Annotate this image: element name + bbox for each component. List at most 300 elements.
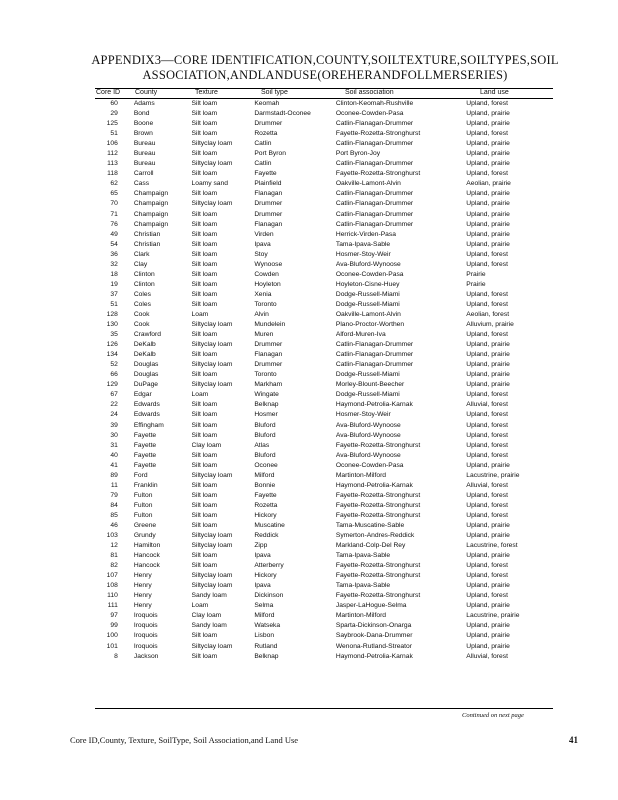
soil-association-cell: Dodge-Russell-Miami [335, 290, 400, 298]
soil-type-cell: Alvin [254, 310, 269, 318]
soil-association-cell: Markland-Colp-Del Rey [335, 542, 406, 550]
soil-type-cell: Muren [254, 331, 274, 339]
soil-type-cell: Drummer [254, 210, 283, 218]
texture-cell: Silt loam [191, 491, 218, 499]
table-row [95, 109, 553, 119]
county-cell: Fayette [133, 451, 157, 459]
core-id-cell: 60 [110, 100, 118, 107]
county-cell: Hancock [133, 562, 160, 570]
soil-association-cell: Ava-Bluford-Wynoose [335, 431, 401, 439]
table-row [95, 471, 553, 481]
table-row [95, 360, 553, 370]
soil-association-cell: Catlin-Flanagan-Drummer [335, 220, 414, 228]
land-use-cell: Upland, forest [466, 431, 508, 439]
county-cell: Fayette [133, 461, 157, 469]
table-row [95, 189, 553, 199]
land-use-cell: Upland, prairie [466, 160, 510, 168]
land-use-cell: Upland, forest [466, 331, 508, 339]
soil-type-cell: Rozetta [254, 501, 278, 509]
soil-type-cell: Hickory [254, 572, 277, 580]
land-use-cell: Upland, prairie [466, 632, 510, 640]
core-id-cell: 39 [110, 421, 118, 429]
land-use-cell: Upland, forest [466, 421, 508, 429]
footer-caption: Core ID,County, Texture, SoilType, Soil Association,and Land Use [70, 735, 299, 745]
texture-cell: Clay loam [191, 612, 222, 620]
county-cell: Fayette [133, 431, 157, 439]
core-id-cell: 37 [110, 290, 118, 298]
core-id-cell: 79 [110, 491, 118, 499]
land-use-cell: Upland, forest [466, 260, 508, 268]
soil-type-cell: Atlas [254, 441, 270, 449]
table-row [95, 491, 553, 501]
table-body [95, 99, 553, 662]
land-use-cell: Upland, prairie [466, 521, 510, 529]
soil-association-cell: Clinton-Keomah-Rushville [335, 100, 414, 107]
county-cell: Champaign [133, 210, 169, 218]
land-use-cell: Upland, forest [466, 592, 508, 600]
core-id-cell: 32 [110, 260, 118, 268]
county-cell: Iroquois [133, 642, 158, 650]
table-row [95, 129, 553, 139]
texture-cell: Silt loam [191, 552, 218, 560]
county-cell: Grundy [133, 532, 156, 540]
core-id-cell: 12 [110, 542, 118, 550]
table-row [95, 119, 553, 129]
county-cell: DeKalb [133, 351, 156, 359]
soil-type-cell: Drummer [254, 200, 283, 208]
core-id-cell: 112 [107, 150, 118, 158]
soil-association-cell: Tama-Ipava-Sable [335, 582, 391, 590]
soil-type-cell: Xenia [254, 290, 272, 298]
county-cell: Clinton [133, 280, 155, 288]
land-use-cell: Upland, forest [466, 250, 508, 258]
core-id-cell: 70 [110, 200, 118, 208]
core-id-cell: 126 [106, 341, 118, 349]
land-use-cell: Upland, prairie [466, 642, 510, 650]
table-row [95, 621, 553, 631]
county-cell: DuPage [133, 381, 159, 389]
core-id-cell: 29 [110, 110, 118, 118]
column-header-soil-type: Soil type [261, 89, 288, 96]
soil-association-cell: Saybrook-Dana-Drummer [335, 632, 413, 640]
soil-association-cell: Fayette-Rozetta-Stronghurst [335, 130, 421, 138]
county-cell: Boone [133, 120, 154, 128]
soil-association-cell: Hosmer-Stoy-Weir [335, 250, 391, 258]
county-cell: Brown [133, 130, 153, 138]
soil-association-cell: Catlin-Flanagan-Drummer [335, 140, 414, 148]
core-id-cell: 35 [110, 331, 118, 339]
core-id-cell: 66 [110, 371, 118, 379]
soil-association-cell: Oconee-Cowden-Pasa [335, 110, 404, 118]
soil-association-cell: Catlin-Flanagan-Drummer [335, 200, 414, 208]
land-use-cell: Upland, prairie [466, 230, 510, 238]
land-use-cell: Upland, forest [466, 441, 508, 449]
core-id-cell: 67 [110, 391, 118, 399]
table-row [95, 451, 553, 461]
soil-type-cell: Cowden [254, 270, 279, 278]
table-row [95, 159, 553, 169]
texture-cell: Silt loam [191, 210, 218, 218]
county-cell: Effingham [133, 421, 164, 429]
soil-type-cell: Belknap [254, 401, 279, 409]
soil-type-cell: Darmstadt-Oconee [254, 110, 311, 118]
county-cell: Iroquois [133, 612, 158, 620]
land-use-cell: Upland, forest [466, 391, 508, 399]
land-use-cell: Upland, prairie [466, 140, 510, 148]
soil-association-cell: Alford-Muren-Iva [335, 331, 386, 339]
texture-cell: Silt loam [191, 421, 218, 429]
core-id-cell: 81 [110, 552, 118, 560]
column-header-texture: Texture [195, 89, 218, 96]
land-use-cell: Upland, prairie [466, 150, 510, 158]
texture-cell: Silt loam [191, 220, 218, 228]
soil-type-cell: Toronto [254, 371, 277, 379]
table-row [95, 400, 553, 410]
county-cell: Henry [133, 572, 152, 580]
county-cell: Henry [133, 592, 152, 600]
table-row [95, 591, 553, 601]
county-cell: Ford [133, 471, 148, 479]
texture-cell: Silt loam [191, 170, 218, 178]
soil-association-cell: Oakville-Lamont-Alvin [335, 180, 401, 188]
core-id-cell: 118 [107, 170, 118, 178]
soil-association-cell: Martinton-Milford [335, 612, 387, 620]
soil-type-cell: Ipava [254, 582, 271, 590]
table-row [95, 340, 553, 350]
county-cell: Edwards [133, 401, 160, 409]
soil-association-cell: Dodge-Russell-Miami [335, 371, 400, 379]
table-row [95, 531, 553, 541]
core-id-cell: 128 [106, 310, 118, 318]
land-use-cell: Upland, prairie [466, 190, 510, 198]
soil-type-cell: Fayette [254, 170, 277, 178]
soil-type-cell: Watseka [254, 622, 281, 630]
soil-association-cell: Sparta-Dickinson-Onarga [335, 622, 412, 630]
soil-type-cell: Bluford [254, 451, 276, 459]
county-cell: Edgar [133, 391, 152, 399]
county-cell: Carroll [133, 170, 154, 178]
texture-cell: Silt loam [191, 280, 218, 288]
core-id-cell: 99 [110, 622, 118, 630]
table-row [95, 300, 553, 310]
soil-association-cell: Wenona-Rutland-Streator [335, 642, 412, 650]
texture-cell: Siltyclay loam [191, 471, 233, 479]
soil-association-cell: Oconee-Cowden-Pasa [335, 270, 404, 278]
core-id-cell: 125 [106, 120, 118, 128]
texture-cell: Silt loam [191, 401, 218, 409]
county-cell: Coles [133, 300, 151, 308]
core-id-cell: 18 [110, 270, 118, 278]
table-row [95, 601, 553, 611]
texture-cell: Silt loam [191, 270, 218, 278]
land-use-cell: Prairie [466, 270, 486, 278]
soil-type-cell: Keomah [254, 100, 280, 107]
table-row [95, 179, 553, 189]
county-cell: Crawford [133, 331, 161, 339]
soil-association-cell: Fayette-Rozetta-Stronghurst [335, 511, 421, 519]
soil-type-cell: Mundelein [254, 321, 286, 329]
table-row [95, 220, 553, 230]
texture-cell: Silt loam [191, 240, 218, 248]
land-use-cell: Alluvium, prairie [466, 321, 514, 329]
soil-type-cell: Lisbon [254, 632, 275, 640]
texture-cell: Silt loam [191, 190, 218, 198]
land-use-cell: Aeolian, prairie [466, 180, 511, 188]
land-use-cell: Upland, prairie [466, 582, 510, 590]
land-use-cell: Upland, prairie [466, 461, 510, 469]
core-id-cell: 11 [110, 481, 118, 489]
soil-type-cell: Zipp [254, 542, 268, 550]
soil-type-cell: Belknap [254, 652, 279, 660]
table-row [95, 280, 553, 290]
core-id-cell: 76 [110, 220, 118, 228]
core-id-cell: 110 [107, 592, 118, 600]
texture-cell: Siltyclay loam [191, 582, 233, 590]
core-id-cell: 130 [106, 321, 118, 329]
land-use-cell: Upland, prairie [466, 532, 510, 540]
county-cell: Bureau [133, 140, 156, 148]
soil-type-cell: Ipava [254, 240, 271, 248]
texture-cell: Siltyclay loam [191, 140, 233, 148]
table-row [95, 310, 553, 320]
county-cell: Douglas [133, 371, 159, 379]
table-row [95, 270, 553, 280]
county-cell: Bureau [133, 160, 156, 168]
county-cell: Franklin [133, 481, 158, 489]
texture-cell: Siltyclay loam [191, 642, 233, 650]
table-row [95, 410, 553, 420]
soil-type-cell: Catlin [254, 160, 272, 168]
county-cell: Greene [133, 521, 157, 529]
table-row [95, 441, 553, 451]
land-use-cell: Alluvial, forest [466, 401, 508, 409]
soil-association-cell: Fayette-Rozetta-Stronghurst [335, 572, 421, 580]
column-header-core-id: Core ID [96, 89, 121, 96]
table-row [95, 501, 553, 511]
county-cell: Clinton [133, 270, 155, 278]
county-cell: Adams [133, 100, 155, 107]
table-row [95, 642, 553, 652]
core-id-cell: 103 [106, 532, 118, 540]
soil-type-cell: Wingate [254, 391, 279, 399]
texture-cell: Siltyclay loam [191, 542, 233, 550]
core-id-cell: 129 [106, 381, 118, 389]
county-cell: Clay [133, 260, 148, 268]
core-id-cell: 97 [110, 612, 118, 620]
table-row [95, 521, 553, 531]
soil-type-cell: Wynoose [254, 260, 283, 268]
soil-type-cell: Port Byron [254, 150, 286, 158]
soil-type-cell: Drummer [254, 361, 283, 369]
column-header-land-use: Land use [480, 89, 509, 96]
county-cell: Bureau [133, 150, 156, 158]
table-row [95, 169, 553, 179]
county-cell: Bond [133, 110, 150, 118]
texture-cell: Silt loam [191, 120, 218, 128]
core-id-cell: 19 [110, 280, 118, 288]
soil-association-cell: Tama-Muscatine-Sable [335, 521, 405, 529]
core-id-cell: 71 [110, 210, 118, 218]
land-use-cell: Upland, prairie [466, 120, 510, 128]
soil-association-cell: Catlin-Flanagan-Drummer [335, 160, 414, 168]
core-id-cell: 36 [110, 250, 118, 258]
land-use-cell: Upland, prairie [466, 110, 510, 118]
soil-type-cell: Milford [254, 612, 275, 620]
texture-cell: Loam [191, 602, 209, 610]
texture-cell: Silt loam [191, 431, 218, 439]
soil-association-cell: Ava-Bluford-Wynoose [335, 260, 401, 268]
table-row [95, 99, 553, 109]
soil-association-cell: Morley-Blount-Beecher [335, 381, 405, 389]
land-use-cell: Lacustrine, prairie [466, 471, 520, 479]
texture-cell: Silt loam [191, 351, 218, 359]
soil-type-cell: Atterberry [254, 562, 284, 570]
table-row [95, 139, 553, 149]
soil-type-cell: Stoy [254, 250, 268, 258]
county-cell: Fulton [133, 511, 153, 519]
texture-cell: Siltyclay loam [191, 572, 233, 580]
table-row [95, 421, 553, 431]
county-cell: Jackson [133, 652, 159, 660]
table-row [95, 149, 553, 159]
land-use-cell: Upland, prairie [466, 351, 510, 359]
texture-cell: Silt loam [191, 632, 218, 640]
table-bottom-rule [95, 708, 553, 709]
county-cell: Hancock [133, 552, 160, 560]
soil-association-cell: Herrick-Virden-Pasa [335, 230, 396, 238]
core-id-cell: 89 [110, 471, 118, 479]
core-id-cell: 31 [110, 441, 118, 449]
soil-association-cell: Plano-Proctor-Worthen [335, 321, 405, 329]
soil-type-cell: Catlin [254, 140, 272, 148]
land-use-cell: Upland, forest [466, 501, 508, 509]
core-id-cell: 106 [106, 140, 118, 148]
soil-type-cell: Drummer [254, 341, 283, 349]
texture-cell: Siltyclay loam [191, 200, 233, 208]
county-cell: Douglas [133, 361, 159, 369]
land-use-cell: Upland, forest [466, 491, 508, 499]
texture-cell: Loamy sand [191, 180, 228, 188]
soil-type-cell: Bonnie [254, 481, 276, 489]
core-id-cell: 113 [107, 160, 118, 168]
soil-association-cell: Dodge-Russell-Miami [335, 391, 400, 399]
county-cell: DeKalb [133, 341, 156, 349]
core-id-cell: 51 [110, 300, 118, 308]
land-use-cell: Upland, forest [466, 100, 508, 107]
soil-type-cell: Hosmer [254, 411, 278, 419]
core-id-cell: 40 [110, 451, 118, 459]
soil-association-cell: Martinton-Milford [335, 471, 387, 479]
soil-type-cell: Rozetta [254, 130, 278, 138]
texture-cell: Siltyclay loam [191, 532, 233, 540]
soil-type-cell: Drummer [254, 120, 283, 128]
texture-cell: Silt loam [191, 331, 218, 339]
table-row [95, 611, 553, 621]
land-use-cell: Upland, prairie [466, 361, 510, 369]
core-id-cell: 41 [110, 461, 118, 469]
county-cell: Christian [133, 230, 161, 238]
soil-type-cell: Markham [254, 381, 283, 389]
soil-association-cell: Hoyleton-Cisne-Huey [335, 280, 400, 288]
texture-cell: Sandy loam [191, 622, 227, 630]
land-use-cell: Lacustrine, forest [466, 542, 518, 550]
core-id-cell: 111 [107, 602, 118, 610]
county-cell: Champaign [133, 200, 169, 208]
soil-type-cell: Flanagan [254, 220, 283, 228]
texture-cell: Silt loam [191, 150, 218, 158]
soil-type-cell: Ipava [254, 552, 271, 560]
land-use-cell: Upland, forest [466, 562, 508, 570]
texture-cell: Silt loam [191, 501, 218, 509]
soil-association-cell: Jasper-LaHogue-Selma [335, 602, 407, 610]
table-row [95, 541, 553, 551]
core-id-cell: 49 [110, 230, 118, 238]
texture-cell: Silt loam [191, 481, 218, 489]
table-row [95, 581, 553, 591]
land-use-cell: Upland, forest [466, 290, 508, 298]
soil-association-cell: Dodge-Russell-Miami [335, 300, 400, 308]
county-cell: Iroquois [133, 632, 158, 640]
land-use-cell: Upland, forest [466, 572, 508, 580]
soil-type-cell: Selma [254, 602, 274, 610]
table-row [95, 511, 553, 521]
texture-cell: Siltyclay loam [191, 160, 233, 168]
soil-association-cell: Hosmer-Stoy-Weir [335, 411, 391, 419]
texture-cell: Silt loam [191, 652, 218, 660]
core-id-cell: 101 [106, 642, 118, 650]
land-use-cell: Upland, prairie [466, 602, 510, 610]
table-row [95, 461, 553, 471]
texture-cell: Silt loam [191, 461, 218, 469]
core-id-cell: 82 [110, 562, 118, 570]
county-cell: Coles [133, 290, 151, 298]
core-id-cell: 24 [110, 411, 118, 419]
table-row [95, 240, 553, 250]
soil-association-cell: Haymond-Petrolia-Karnak [335, 481, 413, 489]
table-row [95, 431, 553, 441]
soil-type-cell: Hickory [254, 511, 277, 519]
county-cell: Champaign [133, 220, 169, 228]
table-row [95, 330, 553, 340]
soil-type-cell: Reddick [254, 532, 279, 540]
table-row [95, 350, 553, 360]
soil-type-cell: Hoyleton [254, 280, 281, 288]
core-id-cell: 22 [110, 401, 118, 409]
soil-type-cell: Rutland [254, 642, 278, 650]
land-use-cell: Aeolian, forest [466, 310, 510, 318]
soil-association-cell: Haymond-Petrolia-Karnak [335, 652, 413, 660]
soil-association-cell: Fayette-Rozetta-Stronghurst [335, 562, 421, 570]
land-use-cell: Lacustrine, prairie [466, 612, 520, 620]
texture-cell: Silt loam [191, 290, 218, 298]
county-cell: Hamilton [133, 542, 161, 550]
table-row [95, 481, 553, 491]
soil-type-cell: Plainfield [254, 180, 282, 188]
core-id-cell: 108 [106, 582, 118, 590]
land-use-cell: Upland, prairie [466, 381, 510, 389]
land-use-cell: Alluvial, forest [466, 652, 508, 660]
texture-cell: Silt loam [191, 100, 218, 107]
soil-association-cell: Fayette-Rozetta-Stronghurst [335, 501, 421, 509]
land-use-cell: Alluvial, forest [466, 481, 508, 489]
texture-cell: Silt loam [191, 371, 218, 379]
land-use-cell: Upland, forest [466, 130, 508, 138]
soil-association-cell: Tama-Ipava-Sable [335, 552, 391, 560]
county-cell: Edwards [133, 411, 160, 419]
soil-association-cell: Catlin-Flanagan-Drummer [335, 351, 414, 359]
county-cell: Iroquois [133, 622, 158, 630]
core-id-cell: 134 [106, 351, 118, 359]
